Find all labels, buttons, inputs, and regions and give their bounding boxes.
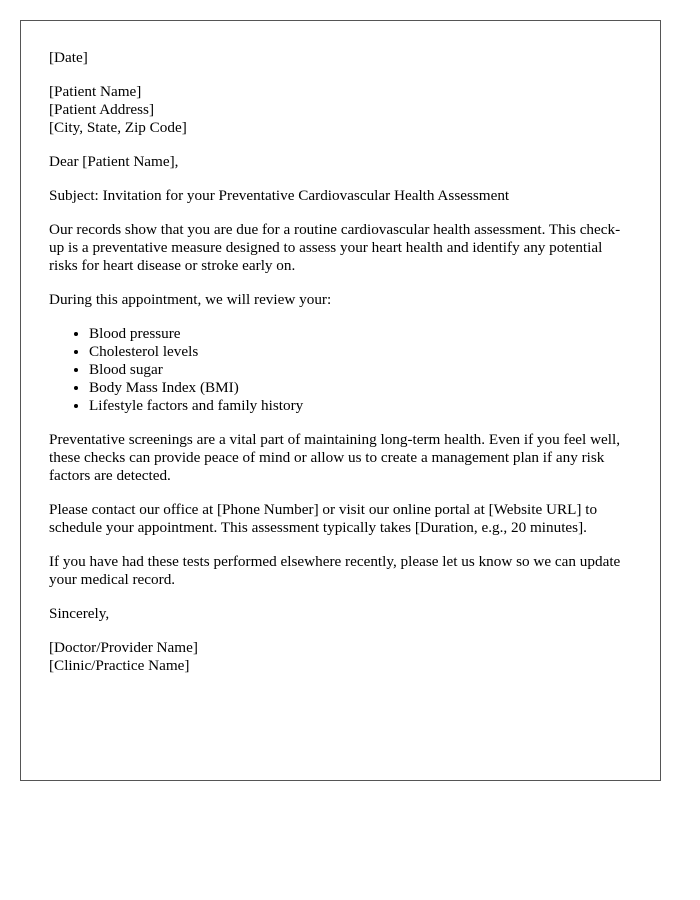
list-item: • Lifestyle factors and family history [89, 397, 632, 415]
list-item: • Cholesterol levels [89, 343, 632, 361]
records-paragraph: If you have had these tests performed elsewhere recently, please let us know so we can update your medical record. [49, 553, 621, 588]
list-item: • Body Mass Index (BMI) [89, 379, 632, 397]
review-list [49, 325, 632, 415]
provider-name: [Doctor/Provider Name] [49, 639, 198, 656]
intro-paragraph: Our records show that you are due for a routine cardiovascular health assessment. This check-up is a preventative measure designed to assess your heart health and identify any potential risks for heart disease or stroke early on. [49, 221, 621, 274]
signature-block [49, 639, 632, 675]
clinic-name: [Clinic/Practice Name] [49, 657, 190, 674]
screening-paragraph: Preventative screenings are a vital part of maintaining long-term health. Even if you feel well, these checks can provide peace of mind or allow us to create a management plan if any risk factors are detected. [49, 431, 621, 484]
recipient-city-state-zip: [City, State, Zip Code] [49, 119, 187, 136]
recipient-address-block [49, 83, 632, 137]
subject-line: Subject: Invitation for your Preventative Cardiovascular Health Assessment [49, 187, 510, 204]
letter-date: [Date] [49, 49, 88, 66]
closing: Sincerely, [49, 605, 110, 622]
review-intro: During this appointment, we will review your: [49, 291, 332, 308]
recipient-address: [Patient Address] [49, 101, 155, 118]
list-item: • Blood sugar [89, 361, 632, 379]
contact-paragraph: Please contact our office at [Phone Number] or visit our online portal at [Website URL] to schedule your appointment. This assessment typically takes [Duration, e.g., 20 minutes]. [49, 501, 598, 536]
letter-document [20, 20, 661, 781]
recipient-name: [Patient Name] [49, 83, 142, 100]
salutation: Dear [Patient Name], [49, 153, 179, 170]
list-item: • Blood pressure [89, 325, 632, 343]
